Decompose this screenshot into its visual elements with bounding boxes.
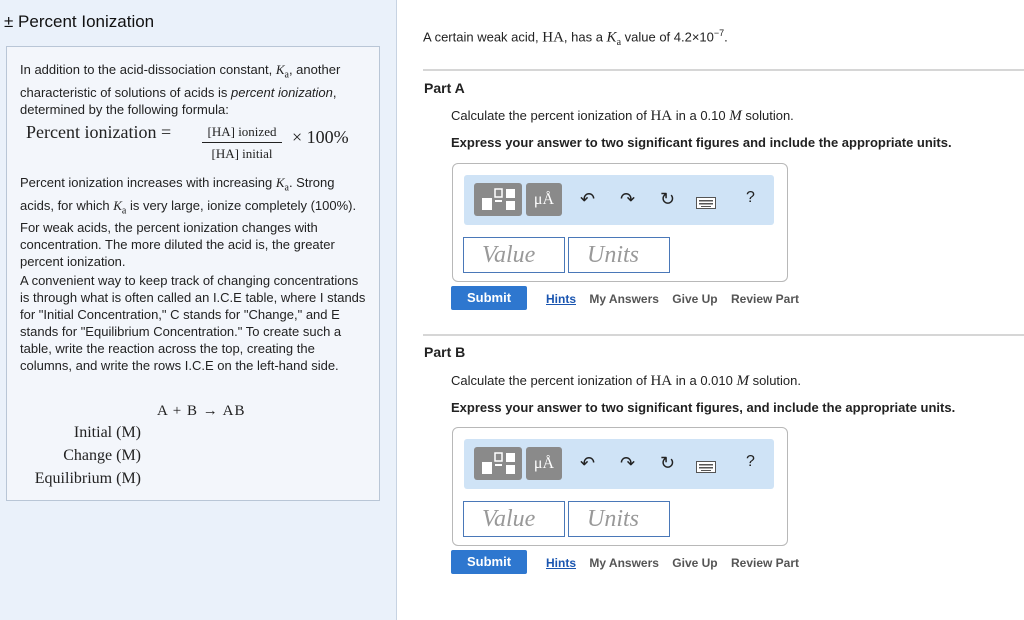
value-input[interactable]: Value [463, 501, 565, 537]
formula-rhs: × 100% [292, 127, 349, 147]
part-b-instruction: Express your answer to two significant figures, and include the appropriate units. [451, 400, 956, 415]
value-input[interactable]: Value [463, 237, 565, 273]
part-a-answer-box [452, 163, 788, 282]
page-title: ± Percent Ionization [4, 12, 155, 31]
redo-icon[interactable]: ↷ [620, 453, 636, 473]
give-up-link[interactable]: Give Up [672, 292, 718, 306]
templates-icon [474, 447, 522, 480]
units-input[interactable]: Units [568, 501, 670, 537]
ice-row-change: Change (M) [63, 447, 141, 464]
reset-icon[interactable]: ↻ [660, 189, 676, 209]
units-button[interactable]: μÅ [526, 183, 562, 216]
problem-intro: A certain weak acid, HA, has a $K_a$ value of $4.2\times 10^{-7}$. [423, 28, 728, 48]
part-a-question: Calculate the percent ionization of HA in a 0.10 M solution. [451, 108, 794, 124]
keyboard-icon[interactable] [696, 193, 716, 214]
part-a-instruction: Express your answer to two significant figures and include the appropriate units. [451, 135, 952, 150]
help-button[interactable]: ? [746, 453, 755, 470]
part-b-question: Calculate the percent ionization of HA in a 0.010 M solution. [451, 373, 802, 389]
ice-reaction: A + B → AB [157, 403, 246, 419]
math-toolbar [464, 175, 774, 225]
math-toolbar [464, 439, 774, 489]
review-part-link[interactable]: Review Part [730, 292, 800, 306]
part-a-links [546, 292, 799, 306]
ice-paragraph: A convenient way to keep track of changing concentrations is through what is often called an I.C.E table, where I stands for "Initial Concentration," C stands for "Change," and E stands for "Equilibrium Concentration." To create such a table, write the reaction across the top, creating the columns, and write the rows I.C.E on the left-hand side. [20, 273, 366, 373]
undo-icon[interactable]: ↶ [580, 453, 596, 473]
redo-icon[interactable]: ↷ [620, 189, 636, 209]
units-button[interactable]: μÅ [526, 447, 562, 480]
templates-button[interactable] [474, 183, 522, 216]
intro-paragraph: In addition to the acid-dissociation constant, $K_a$, another characteristic of solutions of acids is percent ionization, determined by the following formula: [20, 62, 341, 117]
submit-button[interactable]: Submit [451, 550, 527, 574]
part-b-links [546, 556, 799, 570]
part-b-answer-box [452, 427, 788, 546]
hints-link[interactable]: Hints [546, 292, 576, 306]
keyboard-icon[interactable] [696, 457, 716, 478]
units-input[interactable]: Units [568, 237, 670, 273]
review-part-link[interactable]: Review Part [730, 556, 800, 570]
divider [423, 334, 1024, 336]
templates-icon [474, 183, 522, 216]
help-button[interactable]: ? [746, 189, 755, 206]
divider [423, 69, 1024, 71]
my-answers-link[interactable]: My Answers [589, 556, 659, 570]
part-a-heading: Part A [424, 80, 465, 96]
my-answers-link[interactable]: My Answers [589, 292, 659, 306]
formula-lhs: Percent ionization = [26, 122, 172, 142]
ice-row-initial: Initial (M) [73, 424, 141, 441]
templates-button[interactable] [474, 447, 522, 480]
reset-icon[interactable]: ↻ [660, 453, 676, 473]
submit-button[interactable]: Submit [451, 286, 527, 310]
info-box [6, 46, 380, 501]
ice-row-equilibrium: Equilibrium (M) [34, 470, 141, 487]
ka-paragraph: Percent ionization increases with increasing $K_a$. Strong acids, for which $K_a$ is very large, ionize completely (100%). For weak acids, the percent ionization changes with concentration. The more diluted the acid is, the greater percent ionization. [20, 175, 357, 270]
hints-link[interactable]: Hints [546, 556, 576, 570]
problem-panel [397, 0, 1024, 620]
formula-fraction: [HA] ionized [HA] initial [202, 123, 282, 162]
give-up-link[interactable]: Give Up [672, 556, 718, 570]
undo-icon[interactable]: ↶ [580, 189, 596, 209]
intro-panel [0, 0, 397, 620]
part-b-heading: Part B [424, 344, 466, 360]
